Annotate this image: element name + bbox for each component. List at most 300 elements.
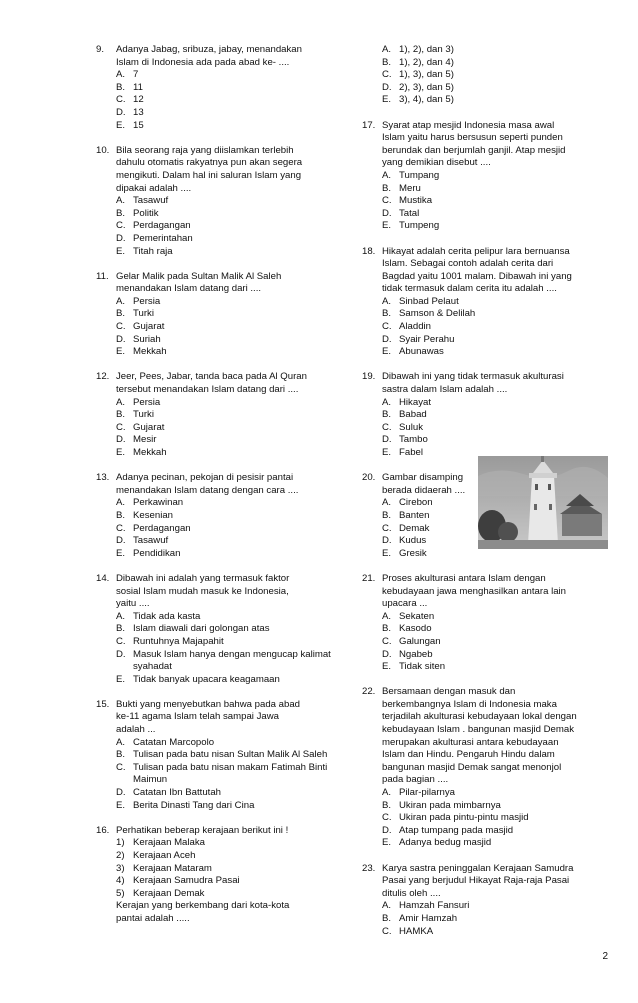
answer-options: [116, 69, 344, 132]
option-text: Tidak ada kasta: [133, 610, 201, 622]
option-text: Persia: [133, 396, 161, 408]
option-label: C.: [382, 321, 392, 333]
option-text: Sinbad Pelaut: [399, 295, 459, 307]
stem-line: Perhatikan beberap kerajaan berikut ini !: [116, 824, 289, 836]
question-tail: [116, 900, 344, 925]
option-label: A.: [116, 396, 126, 408]
option-label: C.: [382, 69, 392, 81]
answer-option: [116, 308, 344, 321]
stem-line: tidak termasuk dalam cerita itu adalah ....: [382, 283, 557, 295]
option-label: B.: [382, 509, 392, 521]
answer-option: [116, 649, 344, 674]
option-text: Persia: [133, 295, 161, 307]
stem-line: upacara ...: [382, 598, 428, 610]
answer-option: [382, 661, 608, 674]
option-label: C.: [116, 522, 126, 534]
answer-option: [382, 434, 608, 447]
stem-line: Bila seorang raja yang diislamkan terlebih: [116, 144, 294, 156]
stem-line: yang demikian disebut ....: [382, 157, 491, 169]
stem-line: dipakai adalah ....: [116, 182, 192, 194]
question: [96, 271, 344, 359]
answer-option: [116, 762, 344, 787]
option-label: 5): [116, 887, 125, 899]
option-text: Runtuhnya Majapahit: [133, 635, 224, 647]
option-label: 3): [116, 862, 125, 874]
option-text: Berita Dinasti Tang dari Cina: [133, 799, 255, 811]
answer-option: [116, 737, 344, 750]
answer-option: [382, 787, 608, 800]
answer-option: [116, 94, 344, 107]
answer-option: [116, 334, 344, 347]
stem-line: Karya sastra peninggalan Kerajaan Samudra: [382, 862, 574, 874]
option-text: Atap tumpang pada masjid: [399, 824, 514, 836]
option-text: Banten: [399, 509, 430, 521]
option-label: A.: [116, 736, 126, 748]
option-label: E.: [382, 447, 392, 458]
option-text: Suluk: [399, 421, 423, 433]
answer-option: [116, 409, 344, 422]
stem-line: Gambar disamping: [382, 472, 464, 484]
question-number: 16.: [96, 824, 110, 836]
question-number: 9.: [96, 44, 105, 55]
option-label: A.: [382, 787, 392, 799]
option-text: Hikayat: [399, 396, 431, 408]
option-text: Gujarat: [133, 421, 165, 433]
stem-line: Proses akulturasi antara Islam dengan: [382, 572, 546, 584]
answer-options: [382, 397, 608, 460]
option-text: Perdagangan: [133, 522, 191, 534]
option-label: D.: [382, 824, 392, 836]
answer-option: [116, 447, 344, 460]
option-text: 3), 4), dan 5): [399, 94, 454, 106]
answer-options: [382, 611, 608, 674]
option-label: E.: [382, 220, 392, 232]
answer-option: [382, 94, 608, 107]
option-label: C.: [382, 195, 392, 207]
answer-option: [382, 44, 608, 57]
option-text: Aladdin: [399, 321, 432, 333]
option-label: D.: [116, 232, 126, 244]
option-text: Tasawuf: [133, 195, 169, 207]
option-label: B.: [382, 56, 392, 68]
answer-option: [382, 69, 608, 82]
question-stem: [96, 271, 344, 296]
question: [362, 573, 608, 674]
option-text: Adanya bedug masjid: [399, 837, 492, 849]
option-text: 13: [133, 106, 144, 118]
question: [96, 44, 344, 132]
stem-line: Adanya pecinan, pekojan di pesisir pantai: [116, 472, 294, 484]
stem-line: Dibawah ini yang tidak termasuk akulturasi: [382, 371, 564, 383]
answer-option: [382, 548, 608, 561]
answer-option: [116, 850, 344, 863]
option-text: Gresik: [399, 547, 427, 559]
answer-option: [382, 611, 608, 624]
answer-option: [382, 308, 608, 321]
option-label: D.: [116, 535, 126, 547]
option-text: Ukiran pada pintu-pintu masjid: [399, 812, 529, 824]
answer-option: [116, 195, 344, 208]
option-text: Turki: [133, 409, 154, 421]
question-stem: [96, 472, 344, 497]
stem-line: terjadilah akulturasi kebudayaan lokal dengan: [382, 711, 577, 723]
answer-option: [116, 321, 344, 334]
stem-line: mengikuti. Dalam hal ini saluran Islam yang: [116, 169, 302, 181]
option-label: E.: [382, 837, 392, 849]
option-text: Titah raja: [133, 245, 173, 257]
option-text: Tambo: [399, 434, 428, 446]
stem-line: Bersamaan dengan masuk dan: [382, 686, 516, 698]
answer-option: [382, 321, 608, 334]
option-label: D.: [382, 333, 392, 345]
question-number: 15.: [96, 698, 110, 710]
option-label: C.: [382, 925, 392, 937]
question: [96, 573, 344, 686]
stem-line: Dibawah ini adalah yang termasuk faktor: [116, 572, 290, 584]
answer-options: [116, 737, 344, 813]
answer-option: [116, 497, 344, 510]
question-stem: [362, 863, 608, 901]
answer-option: [116, 837, 344, 850]
answer-option: [116, 220, 344, 233]
answer-option: [116, 535, 344, 548]
stem-line: Islam di Indonesia ada pada abad ke- ....: [116, 56, 290, 68]
option-label: E.: [382, 661, 392, 673]
answer-option: [116, 397, 344, 410]
option-label: D.: [116, 434, 126, 446]
option-label: B.: [116, 509, 126, 521]
answer-option: [116, 875, 344, 888]
answer-option: [382, 812, 608, 825]
option-label: B.: [382, 912, 392, 924]
option-label: E.: [116, 245, 126, 257]
answer-option: [382, 800, 608, 813]
answer-option: [382, 296, 608, 309]
question-stem: [362, 120, 608, 170]
option-text: HAMKA: [399, 925, 434, 937]
question-number: 21.: [362, 572, 376, 584]
option-text: 2), 3), dan 5): [399, 81, 454, 93]
option-label: E.: [116, 673, 126, 685]
option-text: 1), 3), dan 5): [399, 69, 454, 81]
answer-option: [116, 434, 344, 447]
question-stem: [96, 825, 344, 838]
question: [362, 246, 608, 359]
answer-option: [116, 346, 344, 359]
option-text: Perdagangan: [133, 220, 191, 232]
question: [362, 44, 608, 107]
question: [362, 863, 608, 939]
question: [96, 699, 344, 812]
option-text: Islam diawali dari golongan atas: [133, 623, 270, 635]
answer-option: [382, 82, 608, 95]
stem-line: berada didaerah ....: [382, 484, 466, 496]
option-text: Tidak banyak upacara keagamaan: [133, 673, 280, 685]
option-text: Pendidikan: [133, 547, 181, 559]
option-text: Demak: [399, 522, 430, 534]
question-text: [116, 573, 344, 611]
tail-line: pantai adalah .....: [116, 912, 190, 924]
answer-options: [116, 296, 344, 359]
option-label: A.: [116, 610, 126, 622]
question-text: [382, 246, 608, 296]
question-number: 18.: [362, 245, 376, 257]
option-label: E.: [116, 346, 126, 358]
option-label: E.: [382, 346, 392, 358]
question-number: 13.: [96, 472, 110, 484]
question-stem: [362, 686, 608, 787]
question-text: [382, 120, 608, 170]
option-label: C.: [382, 421, 392, 433]
option-text: Catatan Marcopolo: [133, 736, 215, 748]
mosque-minaret-photo: [478, 456, 608, 549]
option-text: Tulisan pada batu nisan Sultan Malik Al Saleh: [133, 749, 328, 761]
option-label: D.: [382, 535, 392, 547]
stem-line: Pasai yang berjudul Hikayat Raja-raja Pasai: [382, 875, 570, 887]
option-text: Tidak siten: [399, 661, 446, 673]
option-label: A.: [382, 295, 392, 307]
stem-line: adalah ...: [116, 724, 156, 736]
option-label: 2): [116, 850, 125, 861]
option-label: B.: [116, 623, 126, 635]
option-label: E.: [382, 94, 392, 106]
option-text: Hamzah Fansuri: [399, 900, 470, 912]
option-text: Sekaten: [399, 610, 435, 622]
stem-line: dahulu otomatis rakyatnya pun akan segera: [116, 157, 303, 169]
question-text: [116, 371, 344, 396]
question-number: 11.: [96, 270, 109, 282]
option-label: B.: [382, 623, 392, 635]
option-text: Mekkah: [133, 346, 167, 358]
answer-option: [382, 409, 608, 422]
option-label: 4): [116, 875, 125, 887]
answer-option: [116, 863, 344, 876]
option-label: E.: [382, 547, 392, 559]
option-label: D.: [382, 434, 392, 446]
option-text: Syair Perahu: [399, 333, 455, 345]
answer-options: [382, 44, 608, 107]
answer-option: [116, 296, 344, 309]
stem-line: Islam. Sebagai contoh adalah cerita dari: [382, 258, 554, 270]
answer-options: [382, 170, 608, 233]
answer-option: [382, 397, 608, 410]
question-stem: [96, 44, 344, 69]
option-label: C.: [116, 761, 126, 773]
stem-line: Syarat atap mesjid Indonesia masa awal: [382, 119, 555, 131]
option-text: Tulisan pada batu nisan makam Fatimah Binti Maimun: [133, 761, 328, 786]
answer-option: [382, 926, 608, 939]
stem-line: Jeer, Pees, Jabar, tanda baca pada Al Quran: [116, 371, 307, 383]
stem-line: menandakan Islam datang dengan cara ....: [116, 484, 299, 496]
answer-option: [116, 787, 344, 800]
option-label: B.: [382, 182, 392, 194]
question-text: [116, 44, 344, 69]
stem-line: merupakan akulturasi antara kebudayaan: [382, 736, 559, 748]
answer-option: [116, 246, 344, 259]
answer-option: [116, 233, 344, 246]
answer-options: [116, 497, 344, 560]
question-number: 23.: [362, 862, 376, 874]
stem-line: yaitu ....: [116, 598, 150, 610]
answer-options: [116, 397, 344, 460]
option-label: D.: [382, 648, 392, 660]
answer-option: [116, 888, 344, 901]
question-stem: [96, 699, 344, 737]
option-text: Turki: [133, 308, 154, 320]
stem-line: tersebut menandakan Islam datang dari ....: [116, 384, 299, 396]
question-number: 10.: [96, 144, 110, 156]
answer-option: [382, 913, 608, 926]
option-text: Pilar-pilarnya: [399, 787, 455, 799]
option-text: 1), 2), dan 3): [399, 44, 454, 55]
option-label: A.: [382, 900, 392, 912]
option-text: Pemerintahan: [133, 232, 193, 244]
option-label: C.: [116, 321, 126, 333]
option-label: E.: [116, 547, 126, 559]
option-label: C.: [382, 522, 392, 534]
answer-option: [116, 800, 344, 813]
option-text: Babad: [399, 409, 427, 421]
option-text: Gujarat: [133, 321, 165, 333]
answer-option: [116, 523, 344, 536]
question: [362, 686, 608, 850]
option-label: A.: [382, 610, 392, 622]
answer-options: [116, 611, 344, 687]
left-column: [96, 44, 344, 938]
answer-option: [382, 825, 608, 838]
question-number: 17.: [362, 119, 376, 131]
answer-option: [116, 120, 344, 133]
option-text: Meru: [399, 182, 421, 194]
answer-options: [382, 787, 608, 850]
answer-option: [116, 749, 344, 762]
option-text: Kesenian: [133, 509, 174, 521]
option-label: E.: [116, 119, 126, 131]
answer-option: [382, 183, 608, 196]
stem-line: kebudayaan Islam . bangunan masjid Demak: [382, 724, 574, 736]
option-text: Mustika: [399, 195, 433, 207]
option-label: D.: [382, 207, 392, 219]
option-text: Tumpeng: [399, 220, 440, 232]
answer-option: [382, 195, 608, 208]
option-label: B.: [382, 409, 392, 421]
option-label: D.: [116, 106, 126, 118]
option-text: Kasodo: [399, 623, 432, 635]
option-text: Kerajaan Mataram: [133, 862, 212, 874]
option-text: Suriah: [133, 333, 161, 345]
option-text: Kerajaan Demak: [133, 887, 205, 899]
answer-option: [116, 107, 344, 120]
question-stem: [362, 371, 608, 396]
question-text: [382, 371, 608, 396]
question-text: [116, 825, 344, 838]
option-label: A.: [382, 169, 392, 181]
stem-line: Hikayat adalah cerita pelipur lara bernuansa: [382, 245, 570, 257]
answer-option: [116, 69, 344, 82]
question-stem: [96, 371, 344, 396]
option-text: Tatal: [399, 207, 420, 219]
option-label: E.: [116, 447, 126, 458]
answer-option: [116, 611, 344, 624]
answer-option: [382, 208, 608, 221]
option-label: 1): [116, 837, 125, 849]
answer-option: [116, 636, 344, 649]
answer-options: [116, 195, 344, 258]
option-label: B.: [382, 799, 392, 811]
option-label: C.: [116, 635, 126, 647]
option-text: Ukiran pada mimbarnya: [399, 799, 501, 811]
option-text: Kerajaan Samudra Pasai: [133, 875, 240, 887]
question-text: [382, 863, 608, 901]
option-label: A.: [382, 396, 392, 408]
stem-line: sosial Islam mudah masuk ke Indonesia,: [116, 585, 289, 597]
option-label: C.: [116, 220, 126, 232]
option-text: Masuk Islam hanya dengan mengucap kalimat syahadat: [133, 648, 331, 673]
option-label: D.: [116, 333, 126, 345]
question-stem: [362, 573, 608, 611]
stem-line: berundak dan berjumlah ganjil. Atap mesjid: [382, 144, 566, 156]
option-label: D.: [382, 81, 392, 93]
stem-line: sastra dalam Islam adalah ....: [382, 384, 508, 396]
question-text: [382, 573, 608, 611]
option-label: A.: [116, 69, 126, 81]
answer-option: [382, 346, 608, 359]
stem-line: ditulis oleh ....: [382, 887, 441, 899]
answer-option: [382, 649, 608, 662]
option-label: A.: [116, 497, 126, 509]
question-number: 19.: [362, 371, 376, 383]
option-text: Amir Hamzah: [399, 912, 458, 924]
option-label: B.: [116, 81, 126, 93]
option-text: Perkawinan: [133, 497, 184, 509]
answer-options: [382, 900, 608, 938]
stem-line: menandakan Islam datang dari ....: [116, 283, 262, 295]
option-text: 1), 2), dan 4): [399, 56, 454, 68]
answer-option: [382, 422, 608, 435]
option-text: Kerajaan Aceh: [133, 850, 196, 861]
option-label: A.: [116, 195, 126, 207]
option-text: 15: [133, 119, 144, 131]
option-label: B.: [116, 409, 126, 421]
question: [96, 145, 344, 258]
option-label: B.: [382, 308, 392, 320]
answer-option: [382, 334, 608, 347]
question-number: 22.: [362, 686, 376, 698]
option-label: A.: [382, 44, 392, 55]
question-number: 14.: [96, 572, 110, 584]
stem-line: berkembangnya Islam di Indonesia maka: [382, 698, 557, 710]
option-text: 7: [133, 69, 139, 81]
stem-line: ke-11 agama Islam telah sampai Jawa: [116, 711, 279, 723]
question-stem: [96, 573, 344, 611]
tail-line: Kerajan yang berkembang dari kota-kota: [116, 900, 290, 912]
option-text: Kerajaan Malaka: [133, 837, 205, 849]
answer-option: [382, 636, 608, 649]
stem-line: Adanya Jabag, sribuza, jabay, menandakan: [116, 44, 302, 55]
option-label: B.: [116, 308, 126, 320]
answer-option: [116, 82, 344, 95]
option-text: 11: [133, 81, 143, 93]
answer-option: [382, 623, 608, 636]
question-number: 12.: [96, 371, 110, 383]
answer-option: [116, 674, 344, 687]
question-text: [382, 686, 608, 787]
question: [362, 120, 608, 233]
question-stem: [362, 246, 608, 296]
question-text: [116, 472, 344, 497]
option-text: Fabel: [399, 447, 423, 458]
answer-option: [382, 900, 608, 913]
